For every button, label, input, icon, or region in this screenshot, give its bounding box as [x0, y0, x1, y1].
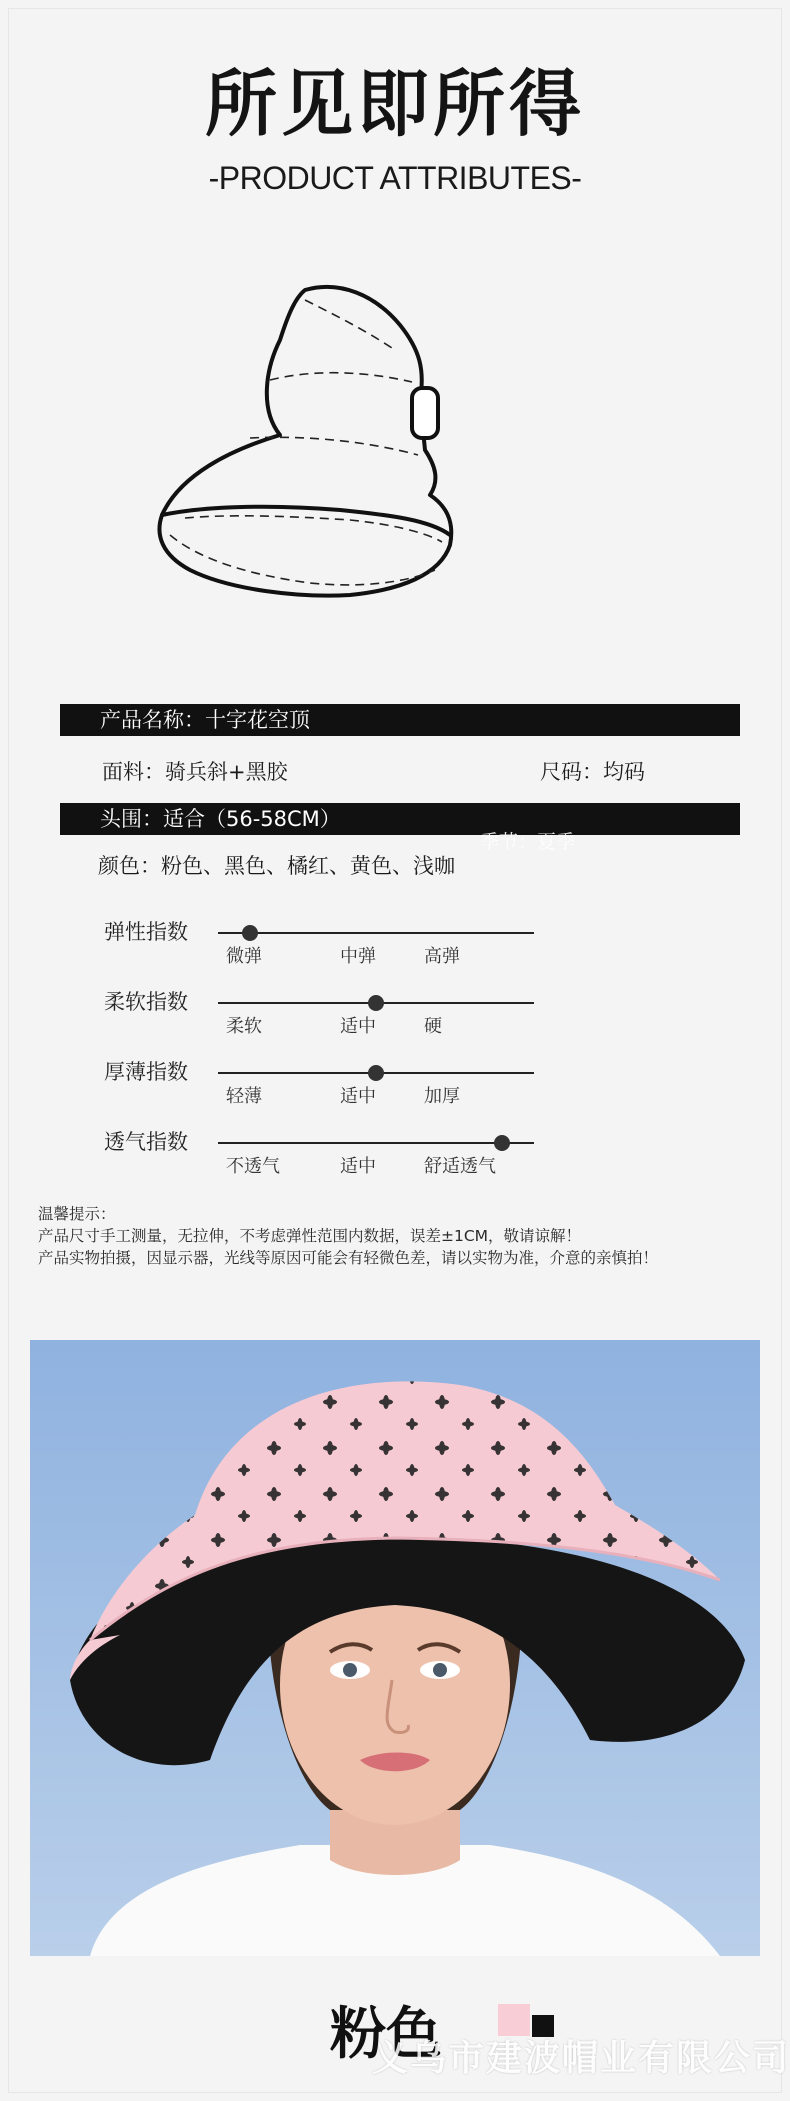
scale-level-dot [368, 995, 384, 1011]
page-subtitle: -PRODUCT ATTRIBUTES- [208, 160, 582, 196]
spec-colors: 颜色：粉色、黑色、橘红、黄色、浅咖 [98, 854, 455, 878]
spec-season: 季节：夏季 [480, 831, 576, 853]
tips-line-2: 产品实物拍摄，因显示器，光线等原因可能会有轻微色差，请以实物为准，介意的亲慎拍！ [38, 1249, 659, 1267]
spec-bar-head-size: 头围：适合（56-58CM） [60, 803, 740, 835]
scale-label: 厚薄指数 [104, 1060, 188, 1084]
company-watermark: 义乌市建波帽业有限公司 [372, 2038, 790, 2079]
scale-tick-label: 柔软 [226, 1016, 262, 1037]
scale-tick-label: 适中 [340, 1156, 376, 1177]
page-title: 所见即所得 [204, 62, 585, 146]
spec-size: 尺码：均码 [540, 760, 645, 784]
scale-tick-label: 适中 [340, 1016, 376, 1037]
spec-bar-name: 产品名称：十字花空顶 [60, 704, 740, 736]
spec-fabric: 面料：骑兵斜+黑胶 [102, 760, 288, 784]
scale-tick-label: 加厚 [424, 1086, 460, 1107]
scale-tick-label: 轻薄 [226, 1086, 262, 1107]
tips-line-1: 产品尺寸手工测量，无拉伸，不考虑弹性范围内数据，误差±1CM，敬请谅解！ [38, 1227, 582, 1245]
hat-outline-drawing [150, 270, 590, 610]
color-name: 粉色 [330, 2002, 442, 2067]
scale-tick-label: 中弹 [340, 946, 376, 967]
scale-track [218, 932, 534, 934]
scale-tick-label: 高弹 [424, 946, 460, 967]
scale-label: 弹性指数 [104, 920, 188, 944]
scale-track [218, 1142, 534, 1144]
scale-tick-label: 不透气 [226, 1156, 280, 1177]
strap-tab [412, 388, 438, 438]
tips-title: 温馨提示： [38, 1205, 116, 1223]
scale-label: 柔软指数 [104, 990, 188, 1014]
warm-tips [38, 1203, 658, 1269]
scale-tick-label: 硬 [424, 1016, 442, 1037]
product-photo-model-wearing-hat [30, 1340, 760, 1956]
scale-label: 透气指数 [104, 1130, 188, 1154]
scale-tick-label: 舒适透气 [424, 1156, 496, 1177]
scale-tick-label: 适中 [340, 1086, 376, 1107]
scale-level-dot [368, 1065, 384, 1081]
scale-level-dot [242, 925, 258, 941]
scale-tick-label: 微弹 [226, 946, 262, 967]
